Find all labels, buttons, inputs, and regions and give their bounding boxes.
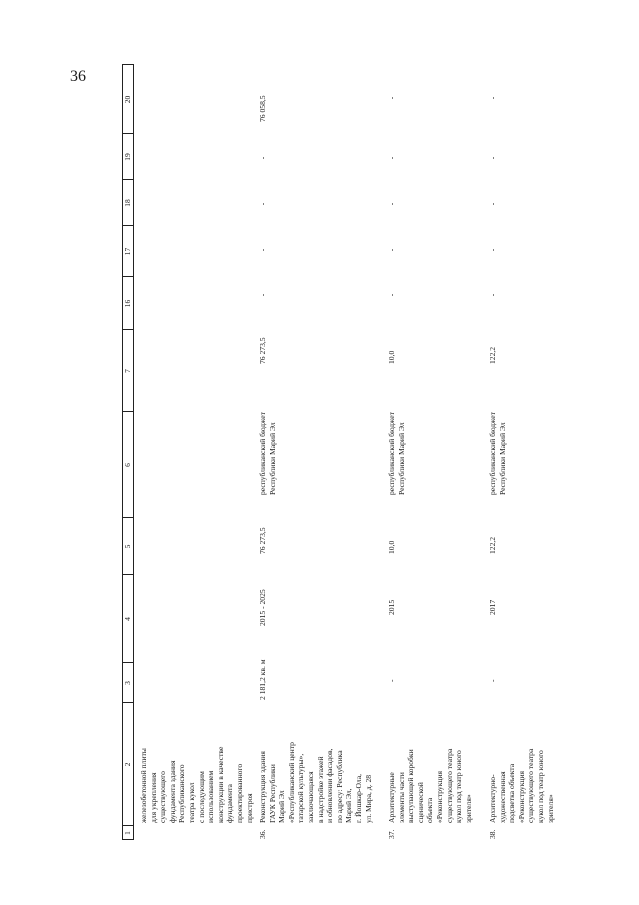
col7-cell: 10,0	[387, 350, 396, 364]
funding-source-cell	[387, 395, 406, 495]
column-header: 3	[123, 681, 132, 685]
source-line: Республики Марий Эл	[396, 422, 406, 495]
col7-cell: 76 273,5	[258, 337, 267, 364]
column-header: 4	[123, 617, 132, 621]
description-line: с последующим	[196, 771, 206, 823]
description-line: железобетонной плиты	[139, 748, 148, 823]
total-cell: 122,2	[488, 536, 497, 554]
source-line: Республики Марий Эл	[497, 422, 507, 495]
row-number: 36.	[258, 829, 267, 839]
description-line: использованием	[206, 770, 216, 823]
col17-cell: -	[258, 248, 267, 252]
source-line: республиканский бюджет	[488, 412, 497, 495]
description-line: существующего	[158, 771, 168, 823]
column-header: 5	[123, 544, 132, 549]
col17-cell: -	[387, 248, 396, 252]
col20-cell: -	[387, 96, 396, 100]
description-line: подсветка объекта	[507, 763, 517, 823]
description-line: объекта	[425, 797, 435, 823]
capacity-cell: -	[488, 679, 497, 682]
description-line: фундамента здания	[167, 760, 177, 823]
col18-cell: -	[258, 202, 267, 206]
description-line: конструкции в качестве	[215, 746, 225, 823]
description-line: для укрепления	[148, 772, 158, 823]
row-description	[488, 707, 555, 823]
description-line: пристроя	[244, 793, 254, 823]
total-cell: 10,0	[387, 540, 396, 554]
col16-cell: -	[488, 293, 497, 297]
column-header: 18	[123, 199, 132, 207]
source-line: республиканский бюджет	[387, 412, 396, 495]
description-line: заключающаяся	[305, 771, 315, 823]
description-line: существующего театра	[526, 748, 536, 823]
description-line: выступающей коробки	[406, 749, 416, 823]
description-line: татарской культуры»,	[296, 753, 306, 823]
col7-cell: 122,2	[488, 346, 497, 364]
description-line: «Республиканский центр	[286, 742, 296, 823]
description-line: Марий Эл,	[344, 788, 354, 823]
col18-cell: -	[488, 202, 497, 206]
description-line: ГАУК Республики	[267, 764, 277, 823]
column-header: 19	[123, 153, 132, 161]
header-bottom-rule	[133, 65, 134, 840]
description-line: г. Йошкар-Ола,	[353, 774, 363, 823]
description-line: фундамента	[225, 784, 235, 823]
column-header: 17	[123, 247, 132, 256]
description-line: Архитектурные	[387, 772, 396, 823]
col19-cell: -	[387, 156, 396, 160]
description-line: в надстройке этажей	[315, 756, 325, 823]
description-line: кукол под театр юного	[535, 750, 545, 823]
continued-description	[139, 707, 254, 823]
source-line: Республики Марий Эл	[267, 422, 277, 495]
period-cell: 2017	[488, 599, 497, 615]
description-line: Архитектурно-	[488, 774, 497, 823]
capacity-cell: -	[387, 679, 396, 682]
col19-cell: -	[258, 156, 267, 160]
description-line: зрителя»	[463, 794, 473, 823]
period-cell: 2015 - 2025	[258, 589, 267, 626]
description-line: кукол под театр юного	[454, 750, 464, 823]
column-header: 20	[123, 95, 132, 104]
description-line: «Реконструкция	[434, 770, 444, 823]
page-number: 36	[70, 68, 86, 85]
column-header: 2	[123, 762, 132, 767]
description-line: Республиканского	[177, 764, 187, 823]
col17-cell: -	[488, 248, 497, 252]
period-cell: 2015	[387, 599, 396, 615]
col16-cell: -	[387, 293, 396, 297]
description-line: и обновлении фасадов,	[325, 748, 335, 823]
column-header: 6	[123, 463, 132, 467]
description-line: Реконструкция здания	[258, 751, 267, 823]
description-line: Марий Эл	[277, 790, 287, 823]
description-line: существующего театра	[444, 748, 454, 823]
capacity-cell: 2 181,2 кв. м	[258, 659, 267, 700]
total-cell: 76 273,5	[258, 527, 267, 554]
col20-cell: -	[488, 96, 497, 100]
description-line: театра кукол	[186, 782, 196, 823]
description-line: художественная	[497, 771, 507, 823]
description-line: элементы части	[396, 772, 406, 823]
column-header: 1	[123, 831, 132, 835]
description-line: по адресу: Республика	[334, 750, 344, 823]
funding-source-cell	[488, 395, 507, 495]
description-line: проектированного	[234, 763, 244, 823]
description-line: сценической	[415, 782, 425, 823]
source-line: республиканский бюджет	[258, 412, 267, 495]
row-number: 37.	[387, 829, 396, 839]
col18-cell: -	[387, 202, 396, 206]
description-line: «Реконструкция	[516, 770, 526, 823]
row-description	[387, 707, 473, 823]
description-line: зрителя»	[545, 794, 555, 823]
column-header: 7	[123, 369, 132, 373]
budget-table	[122, 65, 555, 840]
row-number: 38.	[488, 829, 497, 839]
col20-cell: 76 058,5	[258, 95, 267, 122]
description-line: ул. Мира, д. 28	[363, 774, 373, 823]
funding-source-cell	[258, 395, 277, 495]
col19-cell: -	[488, 156, 497, 160]
col16-cell: -	[258, 293, 267, 297]
column-header: 16	[123, 299, 132, 308]
row-description	[258, 707, 373, 823]
